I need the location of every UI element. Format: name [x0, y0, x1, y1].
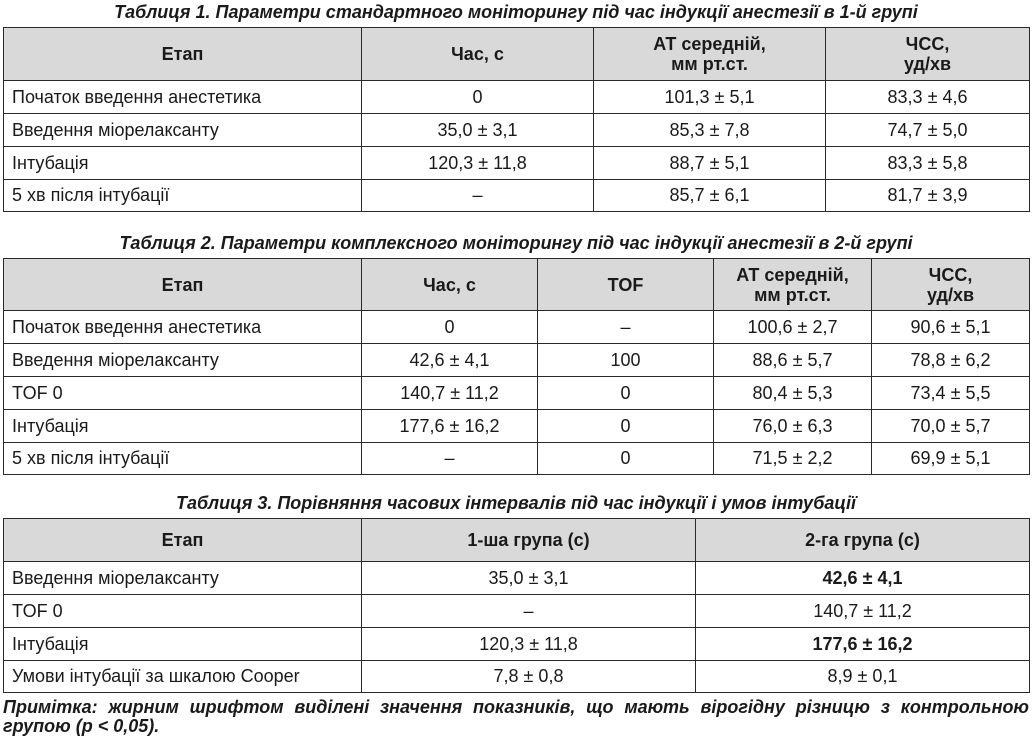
table3-caption: Таблиця 3. Порівняння часових інтервалів під час індукції і умов інтубації	[176, 493, 856, 513]
table3-cell: –	[362, 595, 696, 628]
table3-cell: 140,7 ± 11,2	[696, 595, 1030, 628]
table2-cell: 177,6 ± 16,2	[362, 410, 538, 443]
table2-cell: 69,9 ± 5,1	[872, 443, 1030, 475]
table3-header-group2: 2-га група (с)	[696, 519, 1030, 562]
table1-cell: 120,3 ± 11,8	[362, 147, 594, 180]
table2-cell: 88,6 ± 5,7	[714, 344, 872, 377]
table2-cell: 71,5 ± 2,2	[714, 443, 872, 475]
table2-header-tof: TOF	[538, 259, 714, 311]
table-row	[4, 344, 1030, 377]
table3-header-stage: Етап	[4, 519, 362, 562]
table2-cell: –	[538, 311, 714, 344]
table2-cell: 90,6 ± 5,1	[872, 311, 1030, 344]
table2-header-hr: ЧСС, уд/хв	[872, 259, 1030, 311]
table3-cell: Введення міорелаксанту	[4, 562, 362, 595]
table-row	[4, 114, 1030, 147]
table2-cell: 0	[538, 410, 714, 443]
table2-cell: 0	[362, 311, 538, 344]
table3-cell: Інтубація	[4, 628, 362, 661]
table2-cell: 0	[538, 377, 714, 410]
table2-cell: 80,4 ± 5,3	[714, 377, 872, 410]
table1-caption: Таблиця 1. Параметри стандартного моніторингу під час індукції анестезії в 1-й групі	[114, 2, 918, 22]
table3-header-group1: 1-ша група (с)	[362, 519, 696, 562]
table3-header-row	[4, 519, 1030, 562]
table1-header-time: Час, с	[362, 28, 594, 81]
table1-header-bp: АТ середній, мм рт.ст.	[594, 28, 826, 81]
table2-cell: 70,0 ± 5,7	[872, 410, 1030, 443]
table3-cell: 120,3 ± 11,8	[362, 628, 696, 661]
table1-cell: 35,0 ± 3,1	[362, 114, 594, 147]
table2-cell: TOF 0	[4, 377, 362, 410]
table1-cell: 5 хв після інтубації	[4, 180, 362, 212]
table2-cell: Інтубація	[4, 410, 362, 443]
table1	[3, 27, 1030, 212]
table1-cell: 0	[362, 81, 594, 114]
table1-header-row	[4, 28, 1030, 81]
table1-header-hr: ЧСС, уд/хв	[826, 28, 1030, 81]
table3-cell: 7,8 ± 0,8	[362, 661, 696, 693]
table1-cell: 88,7 ± 5,1	[594, 147, 826, 180]
table-row	[4, 311, 1030, 344]
footnote: Примітка: жирним шрифтом виділені значення показників, що мають вірогідну різницю з контрольною групою (р < 0,05).	[3, 697, 1029, 736]
table-row	[4, 562, 1030, 595]
table1-cell: Початок введення анестетика	[4, 81, 362, 114]
table-row	[4, 595, 1030, 628]
table2-cell: 0	[538, 443, 714, 475]
table2-header-time: Час, с	[362, 259, 538, 311]
table1-cell: 85,3 ± 7,8	[594, 114, 826, 147]
table2-cell: 73,4 ± 5,5	[872, 377, 1030, 410]
table2-cell: 76,0 ± 6,3	[714, 410, 872, 443]
table2-cell: Введення міорелаксанту	[4, 344, 362, 377]
table2-cell: 5 хв після інтубації	[4, 443, 362, 475]
table2-caption: Таблиця 2. Параметри комплексного моніторингу під час індукції анестезії в 2-й групі	[119, 233, 913, 253]
table2	[3, 258, 1030, 475]
table2-header-bp: АТ середній, мм рт.ст.	[714, 259, 872, 311]
table2-cell: 78,8 ± 6,2	[872, 344, 1030, 377]
table3-cell-significant: 177,6 ± 16,2	[696, 628, 1030, 661]
table-row	[4, 377, 1030, 410]
table-row	[4, 180, 1030, 212]
table-row	[4, 410, 1030, 443]
table1-cell: 74,7 ± 5,0	[826, 114, 1030, 147]
table2-cell: –	[362, 443, 538, 475]
table-row	[4, 81, 1030, 114]
table2-cell: 100	[538, 344, 714, 377]
table2-cell: Початок введення анестетика	[4, 311, 362, 344]
table1-cell: 83,3 ± 5,8	[826, 147, 1030, 180]
table3-cell: 35,0 ± 3,1	[362, 562, 696, 595]
table2-header-stage: Етап	[4, 259, 362, 311]
table1-cell: –	[362, 180, 594, 212]
table2-cell: 42,6 ± 4,1	[362, 344, 538, 377]
table2-cell: 140,7 ± 11,2	[362, 377, 538, 410]
table1-header-stage: Етап	[4, 28, 362, 81]
table1-cell: 85,7 ± 6,1	[594, 180, 826, 212]
table-row	[4, 443, 1030, 475]
table2-cell: 100,6 ± 2,7	[714, 311, 872, 344]
table1-cell: Введення міорелаксанту	[4, 114, 362, 147]
table-row	[4, 147, 1030, 180]
table3	[3, 518, 1030, 693]
table3-cell-significant: 42,6 ± 4,1	[696, 562, 1030, 595]
table1-cell: 81,7 ± 3,9	[826, 180, 1030, 212]
table1-cell: Інтубація	[4, 147, 362, 180]
table1-cell: 101,3 ± 5,1	[594, 81, 826, 114]
table-row	[4, 661, 1030, 693]
table-row	[4, 628, 1030, 661]
table3-cell: 8,9 ± 0,1	[696, 661, 1030, 693]
table3-cell: Умови інтубації за шкалою Cooper	[4, 661, 362, 693]
table2-header-row	[4, 259, 1030, 311]
table3-cell: TOF 0	[4, 595, 362, 628]
table1-cell: 83,3 ± 4,6	[826, 81, 1030, 114]
